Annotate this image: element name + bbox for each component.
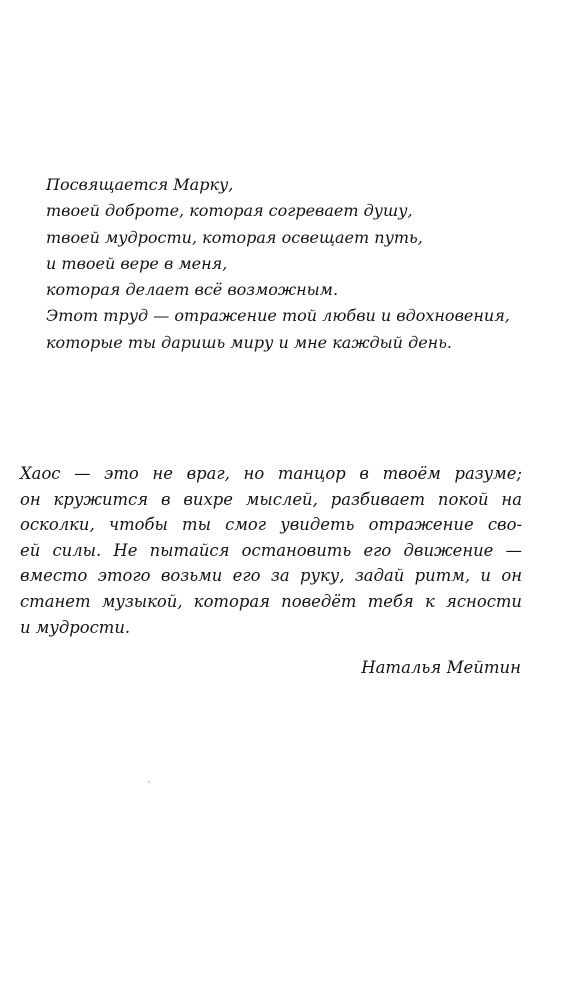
- epigraph-line: он кружится в вихре мыслей, разбивает покой на: [20, 489, 522, 509]
- dedication-line: Этот труд — отражение той любви и вдохновения,: [46, 306, 510, 326]
- dedication-line: которая делает всё возможным.: [46, 280, 339, 300]
- dedication: [46, 172, 546, 356]
- epigraph-line: и мудрости.: [20, 617, 131, 637]
- epigraph-line: станет музыкой, которая поведёт тебя к ясности: [20, 591, 522, 611]
- dedication-line: которые ты даришь миру и мне каждый день.: [46, 332, 453, 352]
- epigraph: [20, 461, 522, 640]
- dedication-line: Посвящается Марку,: [46, 175, 234, 194]
- paper-speck: [148, 781, 150, 783]
- epigraph-line: Хаос — это не враг, но танцор в твоём разуме;: [20, 464, 522, 483]
- dedication-line: и твоей вере в меня,: [46, 253, 228, 273]
- dedication-line: твоей доброте, которая согревает душу,: [46, 201, 413, 221]
- dedication-line: твоей мудрости, которая освещает путь,: [46, 227, 423, 247]
- epigraph-author: Наталья Мейтин: [361, 658, 521, 677]
- epigraph-line: осколки, чтобы ты смог увидеть отражение сво-: [20, 515, 522, 535]
- epigraph-line: вместо этого возьми его за руку, задай ритм, и он: [20, 566, 522, 586]
- epigraph-line: ей силы. Не пытайся остановить его движение —: [20, 540, 522, 560]
